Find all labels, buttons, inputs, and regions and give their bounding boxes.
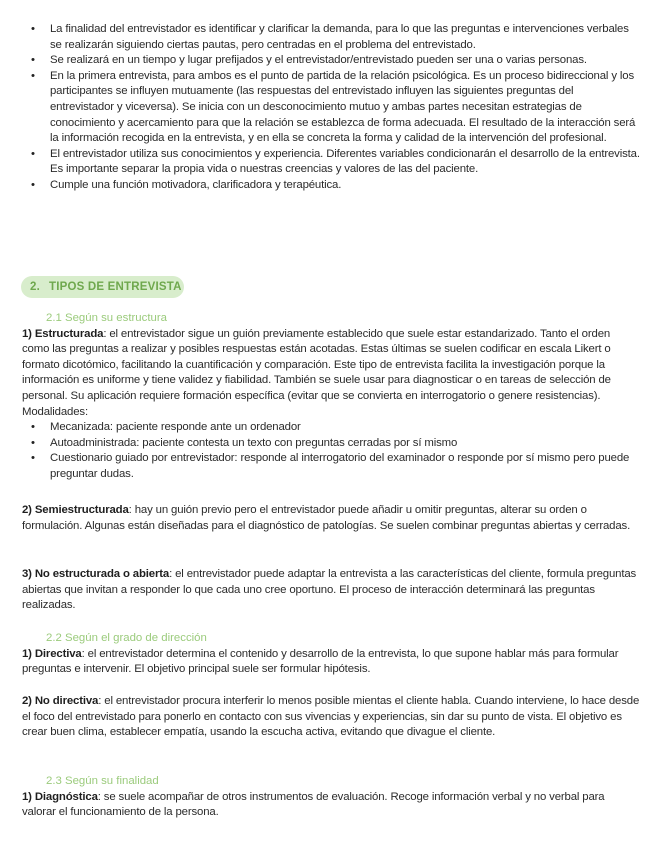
subsection-direccion	[0, 631, 656, 678]
term-text: : el entrevistador procura interferir lo menos posible mientas el cliente habla. Cuando interviene, lo hace desde el foco del entrevistado para ponerlo en contacto con sus vivencias y experiencias, sin dar su punto de vista. El objetivo es crear buen clima, establecer empatía, usando la escucha activa, evitando que divague el cliente.	[22, 695, 640, 739]
paragraph-semiestructurada-block	[0, 503, 656, 534]
paragraph-no-directiva	[0, 694, 656, 741]
section-number: 2.	[30, 281, 40, 293]
paragraph-no-directiva-block	[0, 694, 656, 741]
subsection-title: 2.2 Según el grado de dirección	[46, 632, 207, 644]
subsection-finalidad	[0, 774, 656, 821]
term-text: : el entrevistador determina el contenido y desarrollo de la entrevista, lo que supone hablar más para formular preguntas e intervenir. El objetivo principal suele ser formular hipótesis.	[22, 647, 619, 676]
paragraph-diagnostica	[0, 790, 656, 821]
section-heading	[21, 276, 184, 298]
list-item: • Cumple una función motivadora, clarificadora y terapéutica.	[0, 178, 656, 194]
paragraph-no-estructurada	[0, 567, 656, 614]
subsection-title: 2.1 Según su estructura	[46, 312, 167, 324]
term-text: : hay un guión previo pero el entrevistador puede añadir u omitir preguntas, alterar su orden o formulación. Algunas están diseñadas para el diagnóstico de patologías. Se suelen combinar preguntas abiertas y cerradas.	[22, 504, 631, 532]
term-text: : el entrevistador puede adaptar la entrevista a las características del cliente, formula preguntas abiertas que invitan a responder lo que cada uno cree oportuno. El proceso de interacción determinará las preguntas realizadas.	[22, 568, 637, 612]
subsection-title: 2.3 Según su finalidad	[46, 775, 159, 787]
term-label: 3) No estructurada o abierta	[22, 568, 170, 580]
term-text: : el entrevistador sigue un guión previamente establecido que suele estar estandarizado. Tanto el orden como las preguntas a realizar y posibles respuestas están acotadas. Estas últimas se suelen codificar en escala Likert o formato dicotómico, facilitando la cuantificación y comparación. Este tipo de entrevista facilita la investigación porque la información es uniforme y tiene validez y fiabilidad. También se suele usar para diagnosticar o en tareas de selección de personal. Su aplicación requiere formación específica (evitar que se convierta en interrogatorio o genere resistencias). Modalidades:	[22, 327, 611, 418]
list-item: • En la primera entrevista, para ambos es el punto de partida de la relación psicológica. Es un proceso bidireccional y los participantes se influyen mutuamente (las respuestas del entrevistado influyen las siguientes preguntas del entrevistador y viceversa). Se inicia con un desconocimiento mutuo y ambas partes necesitan estrategias de conocimiento y acercamiento para que la relación se establezca de forma adecuada. El resultado de la interacción será la información recogida en la entrevista, y en ella se concreta la forma y calidad de la intervención del profesional.	[0, 69, 656, 147]
term-text: : se suele acompañar de otros instrumentos de evaluación. Recoge información verbal y no verbal para valorar el funcionamiento de la persona.	[22, 790, 605, 819]
paragraph-semiestructurada	[0, 503, 656, 534]
list-item: • La finalidad del entrevistador es identificar y clarificar la demanda, para lo que las preguntas e intervenciones verbales se realizarán siguiendo ciertas pautas, pero centradas en el problema del entrevistado.	[0, 22, 656, 53]
list-item: • Cuestionario guiado por entrevistador: responde al interrogatorio del examinador o responde por sí mismo pero puede preguntar dudas.	[0, 451, 656, 482]
paragraph-estructurada	[0, 327, 656, 421]
intro-bullet-list	[0, 22, 656, 194]
list-item: • Mecanizada: paciente responde ante un ordenador	[0, 420, 656, 436]
term-label: 2) No directiva	[22, 695, 99, 707]
section-title: TIPOS DE ENTREVISTA	[49, 281, 182, 293]
term-label: 1) Diagnóstica	[22, 790, 98, 803]
list-item: • Se realizará en un tiempo y lugar prefijados y el entrevistador/entrevistado pueden ser una o varias personas.	[0, 53, 656, 69]
paragraph-directiva	[0, 647, 656, 678]
term-label: 2) Semiestructurada	[22, 504, 129, 516]
term-label: 1) Directiva	[22, 647, 82, 660]
term-label: 1) Estructurada	[22, 327, 104, 340]
list-item: • Autoadministrada: paciente contesta un texto con preguntas cerradas por sí mismo	[0, 436, 656, 452]
paragraph-no-estructurada-block	[0, 567, 656, 614]
list-item: • El entrevistador utiliza sus conocimientos y experiencia. Diferentes variables condicionarán el desarrollo de la entrevista. Es importante separar la propia vida o nuestras creencias y valores de las del paciente.	[0, 147, 656, 178]
subsection-estructura	[0, 311, 656, 483]
